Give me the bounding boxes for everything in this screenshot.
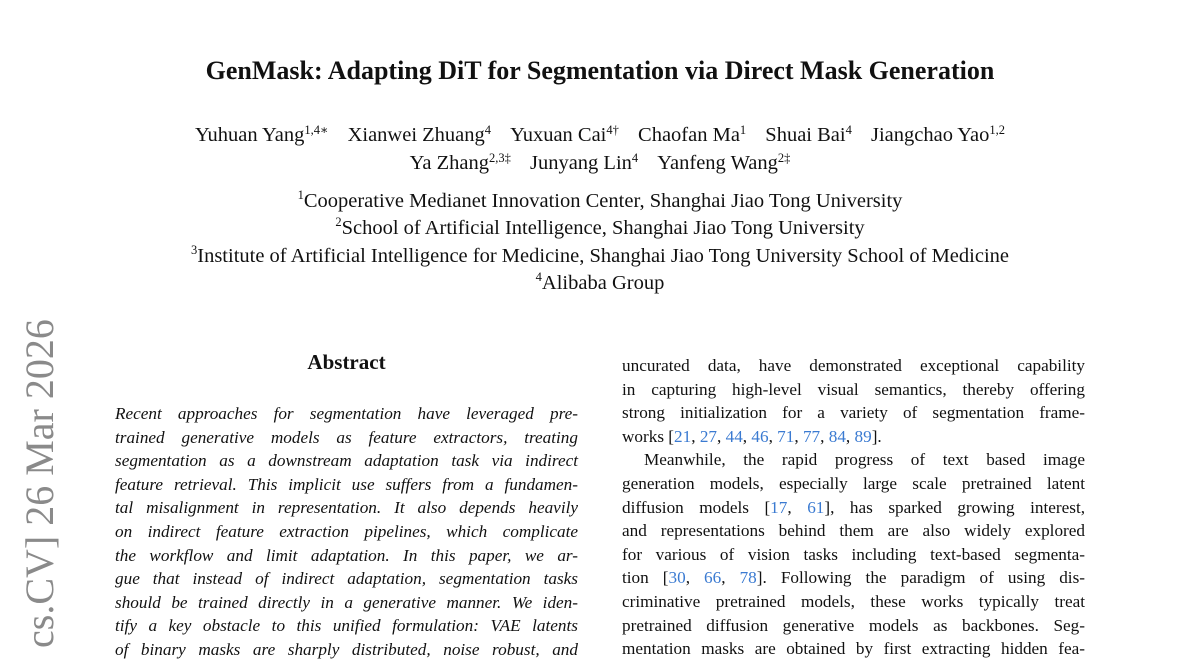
abstract-line: the workflow and limit adaptation. In this paper, we ar- xyxy=(115,545,578,565)
body-line: works [21, 27, 44, 46, 71, 77, 84, 89]. xyxy=(622,426,882,446)
body-line: generation models, especially large scale pretrained latent xyxy=(622,473,1085,493)
abstract-line: tal misalignment in representation. It also depends heavily xyxy=(115,498,578,518)
abstract-line: feature retrieval. This implicit use suffers from a fundamen- xyxy=(115,474,578,494)
citation-link[interactable]: 27 xyxy=(699,426,718,446)
body-line: diffusion models [17, 61], has sparked growing interest, xyxy=(622,497,1086,517)
author: Junyang Lin$^4$ xyxy=(529,151,639,174)
abstract-body xyxy=(115,402,578,662)
body-line: Meanwhile, the rapid progress of text based image xyxy=(644,450,1085,470)
citation-link[interactable]: 89 xyxy=(854,426,872,446)
author-list xyxy=(0,121,1200,177)
body-line: uncurated data, have demonstrated exceptional capability xyxy=(622,356,1085,375)
citation-link[interactable]: 66 xyxy=(704,568,722,588)
body-line: tion [30, 66, 78]. Following the paradigm of using dis- xyxy=(622,568,1085,588)
author: Ya Zhang$^{2,3\ddagger}$ xyxy=(409,151,511,174)
body-line: and representations behind them are also widely explored xyxy=(622,521,1085,541)
citation-link[interactable]: 17 xyxy=(770,497,788,517)
author: Xianwei Zhuang$^4$ xyxy=(347,123,492,146)
body-line: criminative pretrained models, these works typically treat xyxy=(622,591,1085,611)
body-line: strong initialization for a variety of segmentation frame- xyxy=(622,403,1085,423)
affiliation: $^4$Alibaba Group xyxy=(535,269,665,294)
body-line: in capturing high-level visual semantics, thereby offering xyxy=(622,379,1085,399)
abstract-line: on indirect feature extraction pipelines, which complicate xyxy=(115,521,578,541)
body-line: mentation masks are obtained by first extracting hidden fea- xyxy=(622,639,1085,659)
arxiv-stamp: cs.CV] 26 Mar 2026 xyxy=(17,319,62,648)
abstract-line: should be trained directly in a generative manner. We iden- xyxy=(115,592,578,612)
citation-link[interactable]: 71 xyxy=(777,426,795,446)
author-line-1 xyxy=(0,121,1200,149)
affiliation: $^2$School of Artificial Intelligence, Shanghai Jiao Tong University xyxy=(335,215,865,240)
body-line: for various of vision tasks including text-based segmenta- xyxy=(622,544,1085,564)
paper-title: GenMask: Adapting DiT for Segmentation via Direct Mask Generation xyxy=(205,56,995,85)
abstract-line: Recent approaches for segmentation have leveraged pre- xyxy=(115,404,578,423)
abstract-line: tify a key obstacle to this unified formulation: VAE latents xyxy=(115,616,578,636)
citation-link[interactable]: 44 xyxy=(725,426,743,446)
abstract-line: trained generative models as feature extractors, treating xyxy=(115,427,578,447)
author: Chaofan Ma$^1$ xyxy=(638,123,747,146)
body-line: pretrained diffusion generative models as backbones. Seg- xyxy=(622,615,1085,635)
affiliation: $^1$Cooperative Medianet Innovation Center, Shanghai Jiao Tong University xyxy=(297,188,903,212)
abstract-line: gue that instead of indirect adaptation, segmentation tasks xyxy=(115,569,578,589)
author: Yanfeng Wang$^{2\ddagger}$ xyxy=(657,151,791,174)
affiliation: $^3$Institute of Artificial Intelligence for Medicine, Shanghai Jiao Tong University School of Medicine xyxy=(191,242,1009,267)
author: Yuhuan Yang$^{1,4∗}$ xyxy=(194,123,329,146)
author: Yuxuan Cai$^{4\dagger}$ xyxy=(510,123,619,146)
abstract-line: segmentation as a downstream adaptation task via indirect xyxy=(115,451,578,471)
intro-column xyxy=(622,354,1085,661)
citation-link[interactable]: 77 xyxy=(802,426,821,446)
citation-link[interactable]: 21 xyxy=(674,426,692,446)
author: Shuai Bai$^4$ xyxy=(765,123,852,146)
citation-link[interactable]: 78 xyxy=(739,568,757,588)
affiliation-list xyxy=(0,188,1200,297)
author: Jiangchao Yao$^{1,2}$ xyxy=(870,123,1006,146)
citation-link[interactable]: 30 xyxy=(668,568,686,588)
author-line-2 xyxy=(0,149,1200,177)
citation-link[interactable]: 84 xyxy=(828,426,846,446)
citation-link[interactable]: 61 xyxy=(807,497,825,517)
citation-link[interactable]: 46 xyxy=(751,426,769,446)
abstract-line: of binary masks are sharply distributed, noise robust, and xyxy=(115,639,578,659)
abstract-heading: Abstract xyxy=(307,350,386,374)
